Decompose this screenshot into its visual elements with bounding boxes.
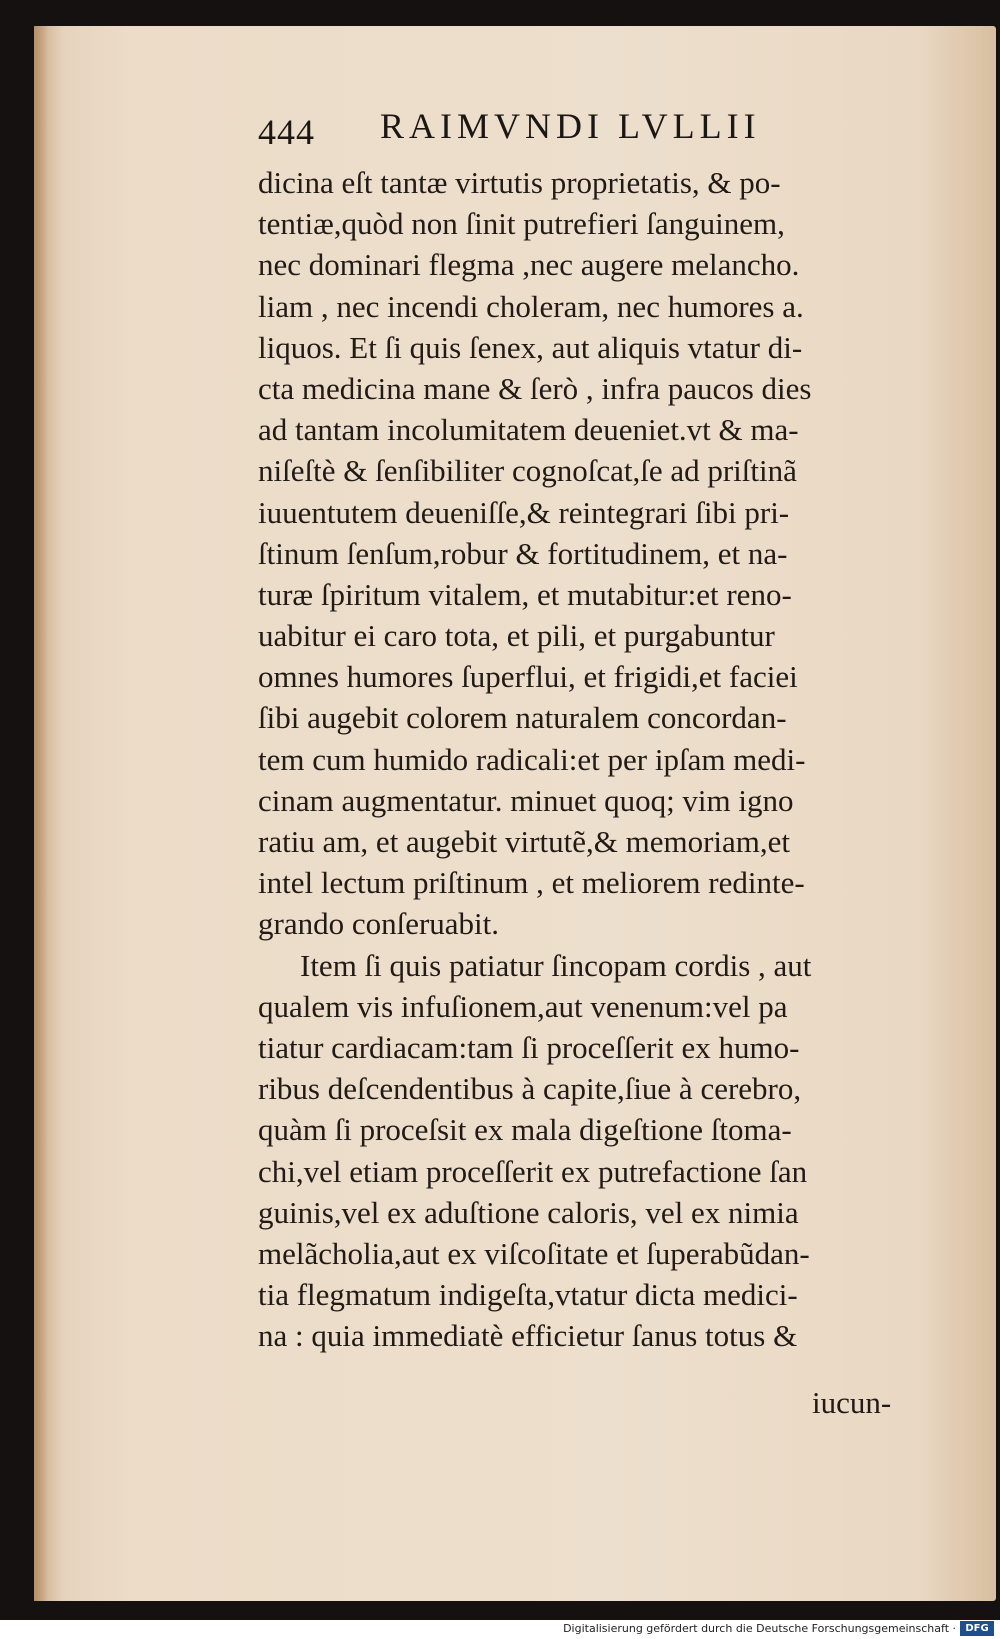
text-line: qualem vis infuſionem,aut venenum:vel pa [258, 988, 788, 1024]
text-line: chi,vel etiam proceſſerit ex putrefactione ſan [258, 1153, 808, 1189]
page-number: 444 [258, 112, 315, 152]
text-line: dicina eſt tantæ virtutis proprietatis, & po- [258, 165, 781, 200]
text-line: tentiæ,quòd non ſinit putrefieri ſanguinem, [258, 206, 785, 242]
text-line: ratiu am, et augebit virtutẽ,& memoriam,et [258, 824, 790, 859]
text-line: iuuentutem deueniſſe,& reintegrari ſibi pri- [258, 494, 790, 530]
text-line: nec dominari flegma ,nec augere melancho. [258, 247, 800, 283]
running-head [258, 105, 858, 155]
running-head-title: RAIMVNDI LVLLII [380, 106, 761, 146]
text-line: quàm ſi proceſsit ex mala digeſtione ſtoma- [258, 1112, 792, 1148]
catchword: iucun- [812, 1385, 892, 1420]
text-line: melãcholia,aut ex viſcoſitate et ſuperabũdan- [258, 1235, 810, 1271]
text-line: cinam augmentatur. minuet quoq; vim igno [258, 782, 794, 818]
text-line: intel lectum priſtinum , et meliorem redinte- [258, 865, 805, 901]
text-line: ſibi augebit colorem naturalem concordan- [258, 700, 787, 736]
text-line: ribus deſcendentibus à capite,ſiue à cerebro, [258, 1071, 802, 1107]
page-gutter-shadow [34, 26, 48, 1601]
text-line: ad tantam incolumitatem deueniet.vt & ma- [258, 412, 799, 448]
text-line: cta medicina mane & ſerò , infra paucos dies [258, 370, 812, 406]
text-line: liam , nec incendi choleram, nec humores a. [258, 288, 804, 324]
text-line: tem cum humido radicali:et per ipſam medi- [258, 741, 806, 777]
text-line: guinis,vel ex aduſtione caloris, vel ex nimia [258, 1194, 799, 1230]
text-line: tiatur cardiacam:tam ſi proceſſerit ex humo- [258, 1029, 800, 1065]
text-line: tia flegmatum indigeſta,vtatur dicta medici- [258, 1277, 798, 1313]
text-line: grando conſeruabit. [258, 906, 500, 942]
text-line: ſtinum ſenſum,robur & fortitudinem, et na- [258, 535, 788, 571]
body-text [258, 162, 920, 1356]
text-line: turæ ſpiritum vitalem, et mutabitur:et reno- [258, 576, 792, 612]
text-line: uabitur ei caro tota, et pili, et purgabuntur [258, 618, 775, 654]
digitization-credit: Digitalisierung gefördert durch die Deutsche Forschungsgemeinschaft · [563, 1622, 956, 1635]
paragraph-start-line: Item ſi quis patiatur ſincopam cordis , aut [300, 947, 812, 983]
text-line: na : quia immediatè efficietur ſanus totus & [258, 1318, 798, 1354]
dfg-logo: DFG [960, 1621, 994, 1636]
text-line: niſeſtè & ſenſibiliter cognoſcat,ſe ad priſtinã [258, 453, 797, 489]
text-line: liquos. Et ſi quis ſenex, aut aliquis vtatur di- [258, 329, 803, 365]
text-line: omnes humores ſuperflui, et frigidi,et faciei [258, 659, 798, 695]
